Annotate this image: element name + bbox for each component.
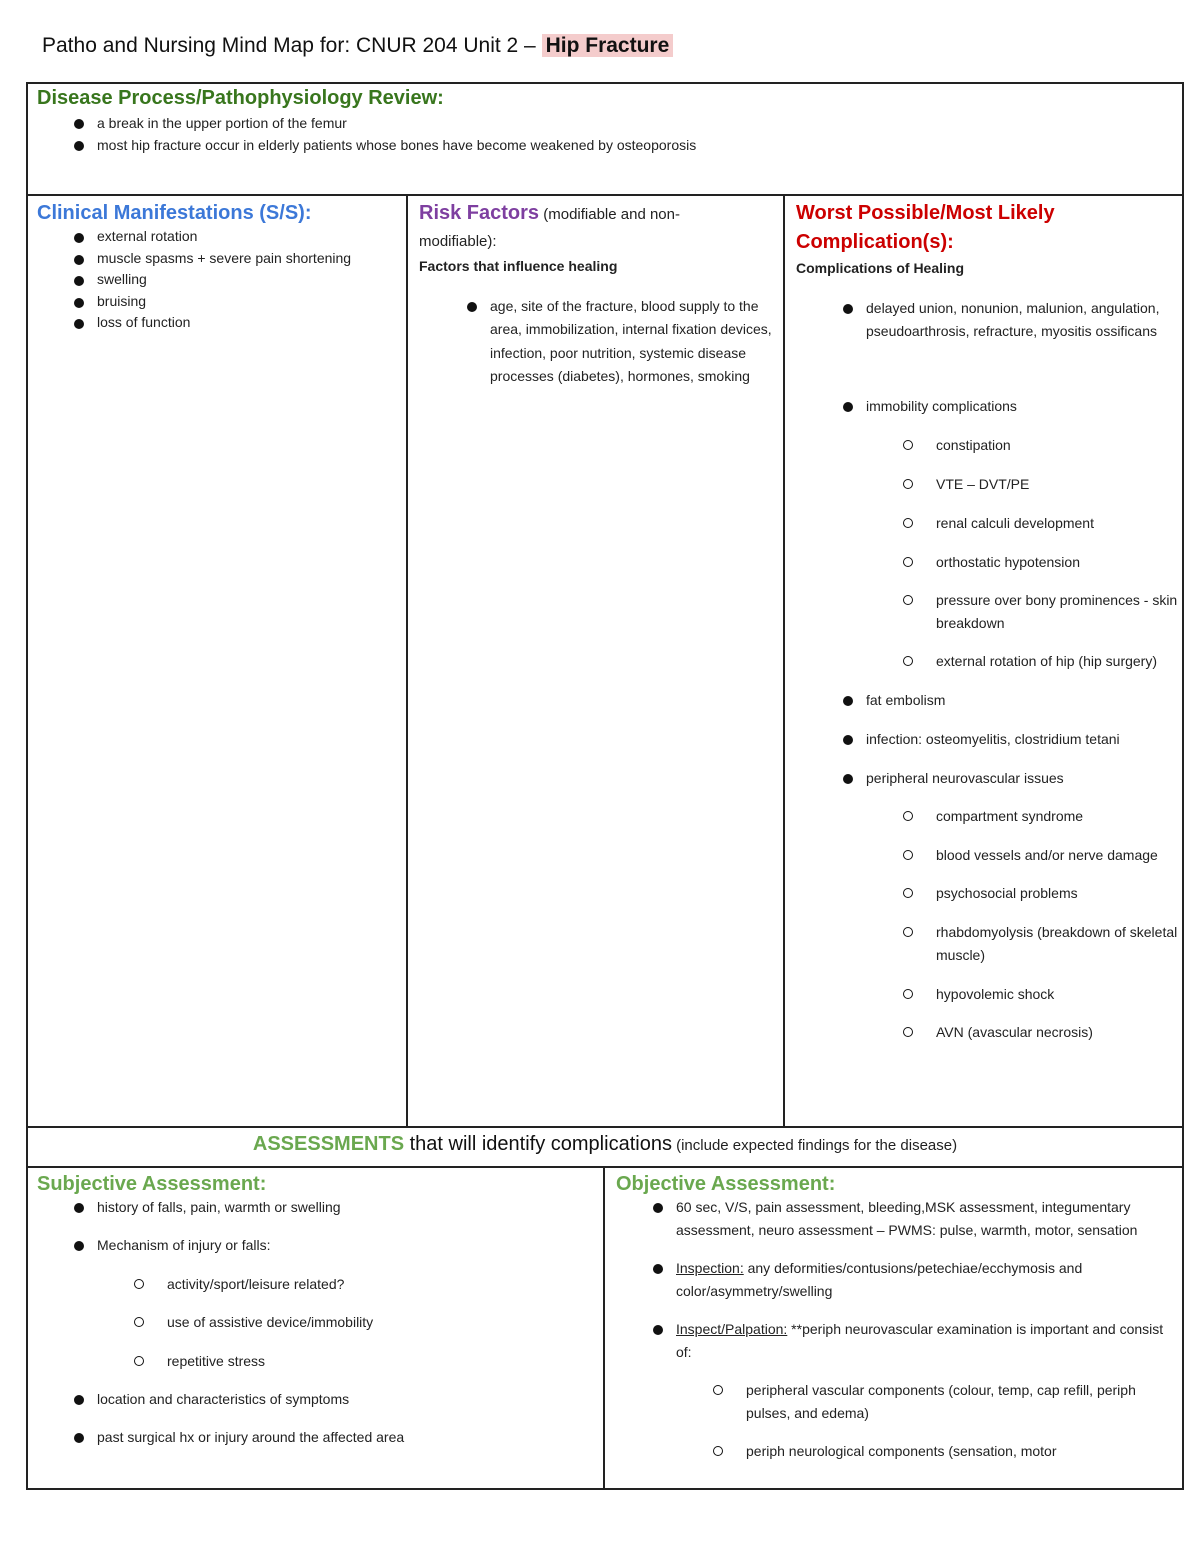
title-highlight: Hip Fracture [542,34,674,57]
list-item [616,1257,1176,1303]
assessments-include: (include expected findings for the disease) [671,1137,958,1154]
clinical-list [27,226,402,334]
list-item [616,1318,1176,1364]
list-item: constipation [796,434,1178,457]
list-item: use of assistive device/immobility [27,1311,597,1334]
list-item: peripheral vascular components (colour, temp, cap refill, periph pulses, and edema) [616,1379,1176,1425]
clinical-section [37,199,402,334]
list-item: renal calculi development [796,512,1178,535]
disease-list [27,112,1177,156]
list-item: external rotation [27,226,402,248]
list-item: history of falls, pain, warmth or swelling [27,1196,597,1219]
clinical-header: Clinical Manifestations (S/S): [37,202,312,224]
subjective-list [27,1196,597,1449]
worst-sub: Complications of Healing [796,260,965,276]
list-item: pressure over bony prominences - skin breakdown [796,589,1178,635]
list-item: bruising [27,291,402,313]
list-item: a break in the upper portion of the femur [27,112,1177,134]
list-item: external rotation of hip (hip surgery) [796,650,1178,673]
objective-list [616,1196,1176,1463]
list-item: peripheral neurovascular issues [796,767,1178,790]
worst-section [796,199,1178,1044]
list-item: delayed union, nonunion, malunion, angulation, pseudoarthrosis, refracture, myositis ossificans [796,297,1178,342]
list-item: compartment syndrome [796,805,1178,828]
list-item: muscle spasms + severe pain shortening [27,248,402,270]
list-item: 60 sec, V/S, pain assessment, bleeding,MSK assessment, integumentary assessment, neuro assessment – PWMS: pulse, warmth, motor, sensation [616,1196,1176,1242]
divider-assessments [26,1126,1184,1128]
disease-header: Disease Process/Pathophysiology Review: [37,87,444,109]
list-item: VTE – DVT/PE [796,473,1178,496]
palpation-label: Inspect/Palpation: [676,1321,788,1337]
divider-col2 [783,195,785,1127]
inspection-text: any deformities/contusions/petechiae/ecchymosis and color/asymmetry/swelling [676,1260,1083,1299]
divider-col1 [406,195,408,1127]
list-item: immobility complications [796,395,1178,418]
risk-list [420,295,777,389]
objective-header: Objective Assessment: [616,1173,836,1195]
list-item: loss of function [27,312,402,334]
list-item: fat embolism [796,689,1178,712]
list-item: swelling [27,269,402,291]
assessments-word: ASSESSMENTS [252,1133,405,1155]
list-item: blood vessels and/or nerve damage [796,844,1178,867]
list-item: psychosocial problems [796,882,1178,905]
assessments-rest: that will identify complications [404,1133,672,1155]
risk-section [419,199,777,389]
list-item: orthostatic hypotension [796,551,1178,574]
list-item: Mechanism of injury or falls: [27,1234,597,1257]
page-title [42,28,673,64]
list-item: hypovolemic shock [796,983,1178,1006]
list-item: infection: osteomyelitis, clostridium tetani [796,728,1178,751]
risk-header: Risk Factors [419,202,540,224]
list-item: age, site of the fracture, blood supply to the area, immobilization, internal fixation devices, infection, poor nutrition, systemic disease processes (diabetes), hormones, smoking [420,295,777,389]
palpation-text: **periph neurovascular examination is important and consist of: [676,1321,1164,1360]
inspection-label: Inspection: [676,1260,744,1276]
assessments-header [28,1130,1182,1160]
list-item: activity/sport/leisure related? [27,1273,597,1296]
divider-subj-obj [603,1167,605,1489]
worst-list [796,297,1178,1044]
subjective-header: Subjective Assessment: [37,1173,267,1195]
list-item: most hip fracture occur in elderly patients whose bones have become weakened by osteoporosis [27,134,1177,156]
list-item: past surgical hx or injury around the affected area [27,1426,597,1449]
divider-disease [26,194,1184,196]
worst-header: Worst Possible/Most Likely Complication(s): [796,202,1055,253]
subjective-section [37,1170,597,1449]
list-item: AVN (avascular necrosis) [796,1021,1178,1044]
list-item: rhabdomyolysis (breakdown of skeletal muscle) [796,921,1178,967]
risk-heading [419,199,719,255]
risk-note: (modifiable and non-modifiable): [419,206,680,250]
disease-section [37,84,1177,156]
objective-section [616,1170,1176,1488]
title-prefix: Patho and Nursing Mind Map for: CNUR 204 Unit 2 – [42,34,542,57]
list-item: repetitive stress [27,1350,597,1373]
risk-sub: Factors that influence healing [419,258,618,274]
divider-assessment-header [26,1166,1184,1168]
list-item: periph neurological components (sensation, motor [616,1440,1176,1463]
list-item: location and characteristics of symptoms [27,1388,597,1411]
